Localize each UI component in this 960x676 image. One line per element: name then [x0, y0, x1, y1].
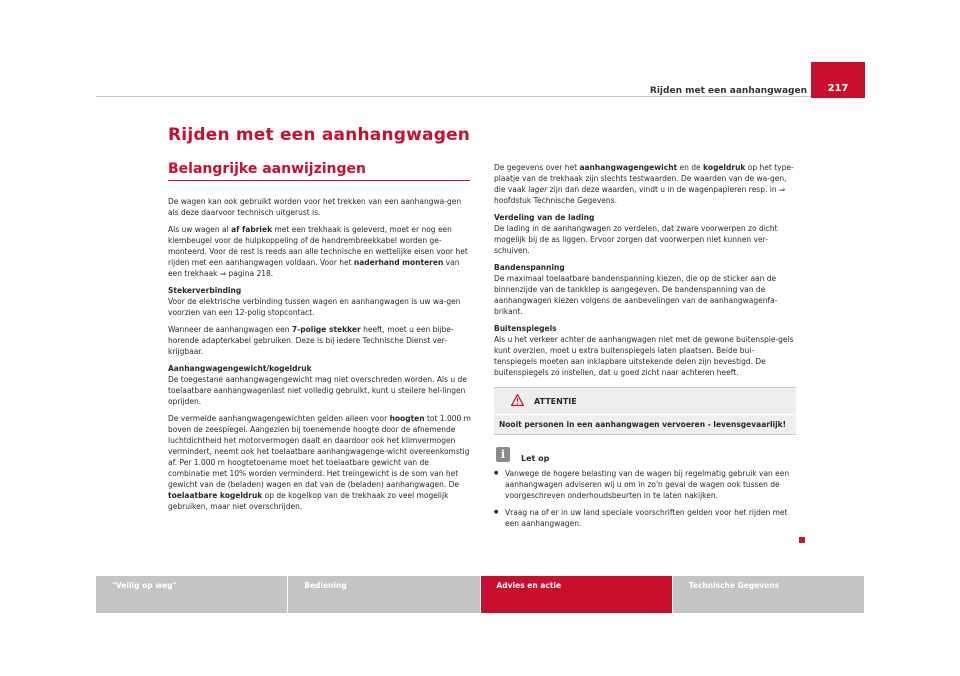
- tab-bediening[interactable]: Bediening: [288, 576, 479, 613]
- warning-text: Nooit personen in een aanhangwagen vervoeren - levensgevaarlijk!: [499, 420, 787, 429]
- paragraph-load: Verdeling van de lading De lading in de aanhangwagen zo verdelen, dat zware voorwerpen zo dicht mogelijk bij de as liggen. Ervoor zorgen dat voorwerpen niet kunnen ver-schuiven.: [494, 212, 796, 256]
- warning-title: ATTENTIE: [534, 397, 577, 406]
- chapter-reference-link[interactable]: zijn dan deze waarden, vindt u in de wagenpapieren resp. in ⇒ hoofdstuk Technische Gegevens.: [494, 185, 786, 205]
- tip-header: [494, 445, 796, 465]
- tab-technische-gegevens[interactable]: Technische Gegevens: [673, 576, 864, 613]
- paragraph-adapter: Wanneer de aanhangwagen een 7-polige stekker heeft, moet u een bijbe-horende adapterkabel gebruiken. Deze is bij iedere Technische Dienst ver-krijgbaar.: [168, 325, 454, 356]
- subheading-buitenspiegels: Buitenspiegels: [494, 324, 557, 333]
- subheading-aanhangwagengewicht: Aanhangwagengewicht/kogeldruk: [168, 364, 312, 373]
- footer-tab-bar: [96, 576, 864, 613]
- warning-header: [494, 388, 796, 415]
- header-rule: [96, 96, 864, 97]
- tab-veilig-op-weg[interactable]: "Veilig op weg": [96, 576, 287, 613]
- left-column: [168, 196, 472, 518]
- tab-advies-en-actie[interactable]: Advies en actie: [481, 576, 672, 613]
- tip-bullet: ● Vanwege de hogere belasting van de wagen bij regelmatig gebruik van een aanhangwagen adviseren wij u om in zo'n geval de wagen ook tussen de voorgeschreven onderhoudsbeurten in te laten nakijken.: [494, 468, 796, 501]
- page-number: 217: [827, 83, 849, 94]
- paragraph-tyres: Bandenspanning De maximaal toelaatbare bandenspanning kiezen, die op de sticker aan de binnenzijde van de tankklep is aangegeven. De bandenspanning van de aanhangwagen kiezen volgens de aanbevelingen van de aanhangwagenfa-brikant.: [494, 262, 796, 317]
- running-header-title: Rijden met een aanhangwagen: [649, 86, 807, 96]
- paragraph-intro: De wagen kan ook gebruikt worden voor het trekken van een aanhangwa-gen als deze daarvoor technisch uitgerust is.: [168, 197, 462, 217]
- subheading-verdeling: Verdeling van de lading: [494, 213, 595, 222]
- paragraph-factory: Als uw wagen al af fabriek met een trekhaak is geleverd, moet er nog een klembeugel voor de hulpkoppeling of de handrembreekkabel worden ge-monteerd. Voor de rest is reeds aan alle technische en wettelijke eisen voor het rijden met een aanhangwagen voldaan. Voor het naderhand monteren van een trekhaak ⇒ pagina 218.: [168, 225, 468, 278]
- subheading-bandenspanning: Bandenspanning: [494, 263, 565, 272]
- subheading-stekerverbinding: Stekerverbinding: [168, 286, 242, 295]
- paragraph-typeplate: De gegevens over het aanhangwagengewicht en de kogeldruk op het type-plaatje van de trekhaak zijn slechts testwaarden. De waarden van de wa-gen, die vaak lager zijn dan deze waarden, vindt u in de wagenpapieren resp. in ⇒ hoofdstuk Technische Gegevens.: [494, 163, 794, 205]
- section-title: Belangrijke aanwijzingen: [168, 161, 366, 177]
- page-number-box: [811, 62, 865, 98]
- warning-box: [494, 387, 796, 435]
- tip-bullet: ● Vraag na of er in uw land speciale voorschriften gelden voor het rijden met een aanhangwagen.: [494, 507, 796, 529]
- right-column: [494, 162, 796, 535]
- paragraph-socket: Stekerverbinding Voor de elektrische verbinding tussen wagen en aanhangwagen is uw wa-gen voorzien van een 12-polig stopcontact.: [168, 285, 472, 318]
- warning-triangle-icon: [511, 394, 524, 406]
- section-end-marker: [799, 537, 805, 543]
- section-rule: [168, 180, 470, 181]
- info-icon: [496, 447, 510, 462]
- chapter-title: Rijden met een aanhangwagen: [168, 125, 471, 145]
- tip-title: Let op: [521, 454, 550, 463]
- paragraph-weight: Aanhangwagengewicht/kogeldruk De toegestane aanhangwagengewicht mag niet overschreden worden. Als u de toelaatbare aanhangwagenlast niet volledig gebruikt, kunt u steilere hel-lingen oprijden.: [168, 363, 472, 407]
- paragraph-altitude: De vermelde aanhangwagengewichten gelden alleen voor hoogten tot 1.000 m boven de zeespiegel. Aangezien bij toenemende hoogte door de afnemende luchtdichtheid het motorvermogen daalt en daardoor ook het klimvermogen vermindert, neemt ook het toelaatbare aanhangwagenge-wicht overeenkomstig af. Per 1.000 m hoogtetoename moet het toelaatbare gewicht van de combinatie met 10% worden verminderd. Het treingewicht is de som van het gewicht van de (beladen) wagen en dat van de (beladen) aanhangwagen. De toelaatbare kogeldruk op de kogelkop van de trekhaak zo veel mogelijk gebruiken, maar niet overschrijden.: [168, 414, 471, 511]
- paragraph-mirrors: Buitenspiegels Als u het verkeer achter de aanhangwagen niet met de gewone buitenspie-gels kunt overzien, moet u extra buitenspiegels laten plaatsen. Beide bui-tenspiegels moeten aan inklapbare uitstekende delen zijn bevestigd. De buitenspiegels zo instellen, dat u goed zicht naar achteren heeft.: [494, 323, 796, 378]
- page-reference-link[interactable]: van een trekhaak ⇒ pagina 218.: [168, 258, 460, 278]
